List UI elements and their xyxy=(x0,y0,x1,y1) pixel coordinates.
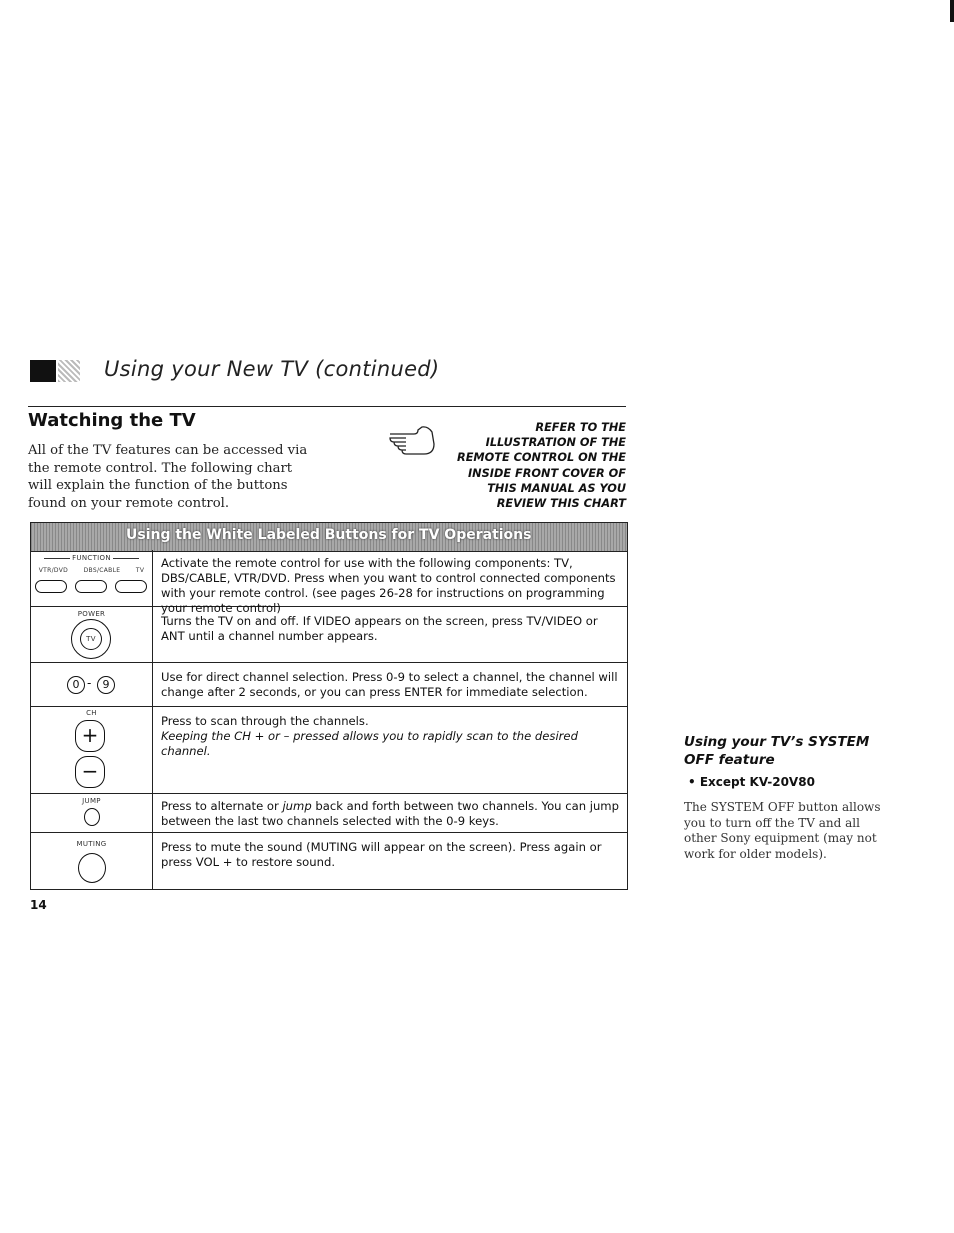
refer-line-1: REFER TO THE xyxy=(535,421,626,434)
function-label xyxy=(31,554,152,562)
button-table xyxy=(30,550,628,890)
row-description: Turns the TV on and off. If VIDEO appears on the screen, press TV/VIDEO or ANT until a channel number appears. xyxy=(161,614,598,643)
table-banner xyxy=(30,522,628,552)
tv-label: TV xyxy=(135,567,145,574)
table-row-power xyxy=(31,606,627,663)
icon-cell xyxy=(31,662,153,706)
banner-title: Using the White Labeled Buttons for TV Operations xyxy=(126,527,532,543)
icon-cell xyxy=(31,793,153,832)
jump-label: JUMP xyxy=(82,797,101,805)
icon-cell xyxy=(31,606,153,662)
refer-note xyxy=(450,420,626,511)
vtr-dvd-label: VTR/DVD xyxy=(38,567,69,574)
row-description xyxy=(161,714,621,759)
function-label-text: FUNCTION xyxy=(72,554,111,562)
channel-up-button-icon[interactable]: + xyxy=(75,720,105,752)
vtr-dvd-button[interactable] xyxy=(35,580,67,593)
header-dot-pattern xyxy=(58,360,80,382)
channel-description-italic: Keeping the CH + or – pressed allows you to rapidly scan to the desired channel. xyxy=(161,729,578,758)
sidebar-bullet: • Except KV-20V80 xyxy=(688,775,815,789)
row-description: Press to mute the sound (MUTING will appear on the screen). Press again or press VOL + to restore sound. xyxy=(161,840,602,869)
refer-line-3: REMOTE CONTROL ON THE xyxy=(457,451,626,465)
table-row-channel xyxy=(31,706,627,794)
sidebar-text: The SYSTEM OFF button allows you to turn off the TV and all other Sony equipment (may not work for older models). xyxy=(684,800,881,861)
row-description xyxy=(161,799,621,829)
channel-description: Press to scan through the channels. xyxy=(161,714,369,728)
tv-function-button[interactable] xyxy=(115,580,147,593)
refer-line-6: REVIEW THIS CHART xyxy=(496,497,626,511)
jump-text-post: back and forth between two channels. You can jump between the last two channels selected with the 0-9 keys. xyxy=(161,799,619,828)
row-description: Use for direct channel selection. Press 0-9 to select a channel, the channel will change after 2 seconds, or you can press ENTER for immediate selection. xyxy=(161,670,618,699)
power-tv-text: TV xyxy=(86,635,96,643)
power-button-icon[interactable] xyxy=(71,619,111,659)
row-description: Activate the remote control for use with the following components: TV, DBS/CABLE, VTR/DVD. Press when you want to control connected components with your remote control. (see pages 26-28 for instructions on programming your remote control) xyxy=(161,556,616,615)
icon-cell xyxy=(31,706,153,793)
intro-text: All of the TV features can be accessed via the remote control. The following chart will explain the function of the buttons found on your remote control. xyxy=(28,443,308,511)
table-row-muting xyxy=(31,832,627,889)
refer-line-4: INSIDE FRONT COVER OF xyxy=(467,466,626,480)
header-rule xyxy=(28,406,626,407)
power-inner-ring xyxy=(80,628,102,650)
channel-down-button-icon[interactable]: − xyxy=(75,756,105,788)
header-black-block xyxy=(30,360,56,382)
table-row-number-keys xyxy=(31,662,627,707)
jump-text-pre: Press to alternate or xyxy=(161,799,283,813)
header-title: Using your New TV (continued) xyxy=(104,357,440,381)
muting-button-icon[interactable] xyxy=(78,853,106,883)
page-edge-mark xyxy=(950,0,954,22)
dbs-cable-label: DBS/CABLE xyxy=(83,567,121,574)
ch-label: CH xyxy=(86,709,97,717)
icon-cell xyxy=(31,832,153,889)
sidebar-title: Using your TV’s SYSTEM OFF feature xyxy=(684,734,870,768)
refer-line-2: ILLUSTRATION OF THE xyxy=(485,436,626,450)
refer-line-5: THIS MANUAL AS YOU xyxy=(487,481,626,495)
jump-text-em: jump xyxy=(282,799,312,813)
function-sub-labels xyxy=(31,567,152,574)
jump-button-icon[interactable] xyxy=(84,808,100,826)
muting-label: MUTING xyxy=(76,840,107,848)
page-number: 14 xyxy=(30,898,47,912)
table-row-jump xyxy=(31,793,627,833)
number-9-key-icon[interactable]: 9 xyxy=(97,676,115,694)
icon-cell xyxy=(31,550,153,606)
power-label: POWER xyxy=(77,610,106,618)
dbs-cable-button[interactable] xyxy=(75,580,107,593)
number-key-separator: - xyxy=(87,676,92,690)
number-0-key-icon[interactable]: 0 xyxy=(67,676,85,694)
section-title: Watching the TV xyxy=(28,410,196,431)
pointing-hand-icon xyxy=(388,424,436,456)
